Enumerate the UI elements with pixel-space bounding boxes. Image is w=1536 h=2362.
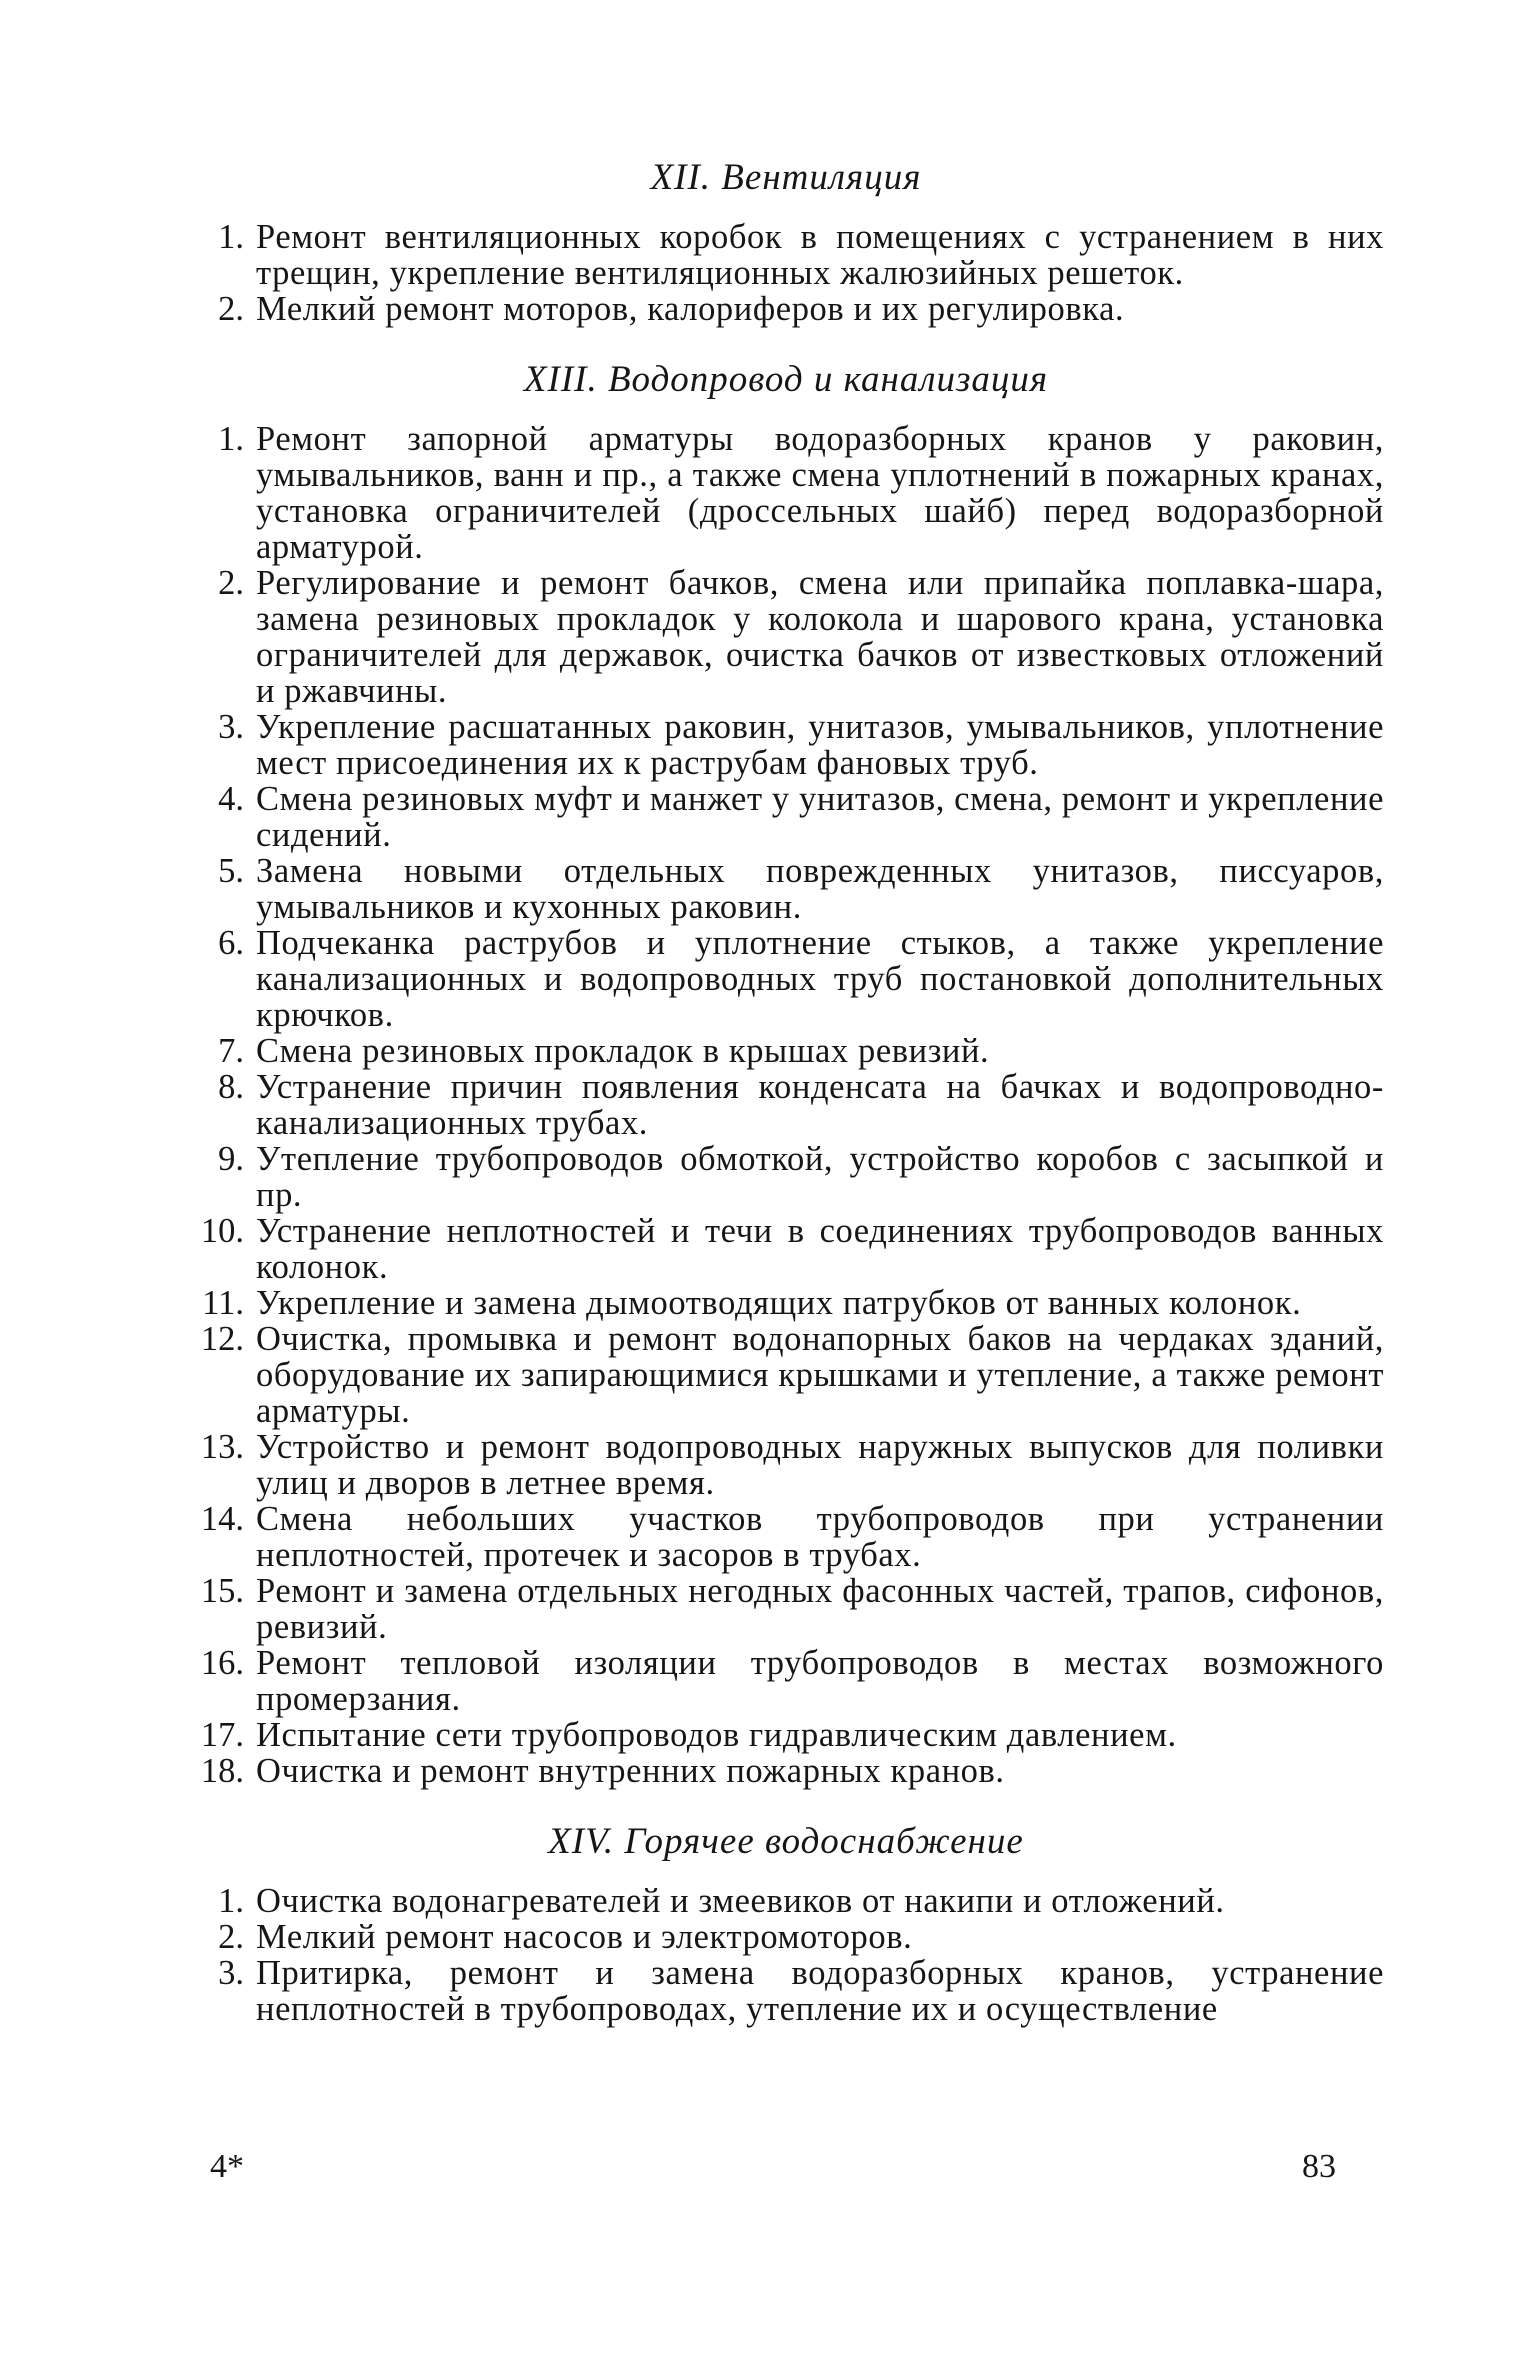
list-item-text: Притирка, ремонт и замена водоразборных кранов, устранение неплотностей в трубопроводах, утепление их и осуществление: [256, 1954, 1384, 2028]
list-item: [188, 1501, 1384, 1573]
list-item-number: 2.: [218, 564, 244, 602]
list-item-number: 9.: [218, 1140, 244, 1178]
list-item-text: Ремонт запорной арматуры водоразборных кранов у раковин, умывальников, ванн и пр., а также смена уплотнений в пожарных кранах, установка ограничителей (дроссельных шайб) перед водоразборной арматурой.: [256, 420, 1384, 566]
section: [188, 357, 1384, 1789]
list-item: [188, 565, 1384, 709]
list-item-number: 3.: [218, 708, 244, 746]
list-item-number: 2.: [218, 290, 244, 328]
list-item: [188, 1429, 1384, 1501]
section-title: XIII. Водопровод и канализация: [523, 359, 1049, 400]
list-item: [188, 1955, 1384, 2027]
list-item-number: 11.: [202, 1284, 244, 1322]
list-item-text: Укрепление расшатанных раковин, унитазов, умывальников, уплотнение мест присоединения их к раструбам фановых труб.: [256, 708, 1384, 782]
list-item: [188, 1573, 1384, 1645]
list-item-text: Смена резиновых прокладок в крышах ревизий.: [256, 1032, 990, 1070]
list-item: [188, 781, 1384, 853]
list-item-text: Ремонт вентиляционных коробок в помещениях с устранением в них трещин, укрепление вентиляционных жалюзийных решеток.: [256, 218, 1384, 292]
list-item-text: Устройство и ремонт водопроводных наружных выпусков для поливки улиц и дворов в летнее время.: [256, 1428, 1384, 1502]
list-item: [188, 1717, 1384, 1753]
list-item-text: Испытание сети трубопроводов гидравлическим давлением.: [256, 1716, 1177, 1754]
list-item: [188, 1069, 1384, 1141]
list-item: [188, 1141, 1384, 1213]
list-item-number: 16.: [200, 1644, 244, 1682]
list-item: [188, 1753, 1384, 1789]
list-item: [188, 219, 1384, 291]
list-item-text: Устранение причин появления конденсата на бачках и водопроводно-канализационных трубах.: [256, 1068, 1384, 1142]
list-item-text: Утепление трубопроводов обмоткой, устройство коробов с засыпкой и пр.: [256, 1140, 1384, 1214]
list-item: [188, 1919, 1384, 1955]
list-item-number: 4.: [218, 780, 244, 818]
list-item-number: 1.: [218, 420, 244, 458]
list-item-number: 5.: [218, 852, 244, 890]
list-item-number: 10.: [200, 1212, 244, 1250]
list-item-text: Очистка водонагревателей и змеевиков от накипи и отложений.: [256, 1882, 1225, 1920]
list-item-number: 14.: [200, 1500, 244, 1538]
section: [188, 1819, 1384, 2027]
list-item-text: Мелкий ремонт моторов, калориферов и их регулировка.: [256, 290, 1125, 328]
list-item-text: Смена небольших участков трубопроводов при устранении неплотностей, протечек и засоров в трубах.: [256, 1500, 1384, 1574]
list-item: [188, 709, 1384, 781]
list-item: [188, 1033, 1384, 1069]
page-content: [188, 155, 1384, 2027]
list-item-number: 15.: [200, 1572, 244, 1610]
list-item-text: Мелкий ремонт насосов и электромоторов.: [256, 1918, 913, 1956]
page-number: 83: [1302, 2148, 1336, 2185]
list-item-text: Очистка, промывка и ремонт водонапорных баков на чердаках зданий, оборудование их запирающимися крышками и утепление, а также ремонт арматуры.: [256, 1320, 1384, 1430]
list-item-number: 13.: [200, 1428, 244, 1466]
list-item-number: 7.: [218, 1032, 244, 1070]
list-item: [188, 925, 1384, 1033]
list-item-text: Очистка и ремонт внутренних пожарных кранов.: [256, 1752, 1005, 1790]
list-item-number: 12.: [200, 1320, 244, 1358]
list-item: [188, 291, 1384, 327]
list-item-number: 1.: [218, 1882, 244, 1920]
list-item: [188, 1883, 1384, 1919]
list-item-text: Укрепление и замена дымоотводящих патрубков от ванных колонок.: [256, 1284, 1302, 1322]
list-item-text: Регулирование и ремонт бачков, смена или припайка поплавка-шара, замена резиновых прокладок у колокола и шарового крана, установка ограничителей для державок, очистка бачков от известковых отложений и ржавчины.: [256, 564, 1384, 710]
list-item-text: Смена резиновых муфт и манжет у унитазов, смена, ремонт и укрепление сидений.: [256, 780, 1384, 854]
list-item: [188, 1321, 1384, 1429]
list-item: [188, 421, 1384, 565]
list-item-text: Подчеканка раструбов и уплотнение стыков, а также укрепление канализационных и водопроводных труб постановкой дополнительных крючков.: [256, 924, 1384, 1034]
list-item: [188, 1285, 1384, 1321]
list-item-number: 2.: [218, 1918, 244, 1956]
signature-mark: 4*: [210, 2148, 244, 2185]
list-item-text: Замена новыми отдельных поврежденных унитазов, писсуаров, умывальников и кухонных раковин.: [256, 852, 1384, 926]
section-title: XII. Вентиляция: [650, 157, 922, 198]
section-title: XIV. Горячее водоснабжение: [548, 1821, 1024, 1862]
list-item: [188, 1645, 1384, 1717]
list-item-number: 3.: [218, 1954, 244, 1992]
list-item-number: 18.: [200, 1752, 244, 1790]
list-item-number: 8.: [218, 1068, 244, 1106]
list-item-number: 1.: [218, 218, 244, 256]
list-item-text: Устранение неплотностей и течи в соединениях трубопроводов ванных колонок.: [256, 1212, 1384, 1286]
list-item: [188, 853, 1384, 925]
list-item-text: Ремонт тепловой изоляции трубопроводов в местах возможного промерзания.: [256, 1644, 1384, 1718]
section: [188, 155, 1384, 327]
list-item-number: 6.: [218, 924, 244, 962]
list-item-text: Ремонт и замена отдельных негодных фасонных частей, трапов, сифонов, ревизий.: [256, 1572, 1384, 1646]
list-item: [188, 1213, 1384, 1285]
list-item-number: 17.: [200, 1716, 244, 1754]
